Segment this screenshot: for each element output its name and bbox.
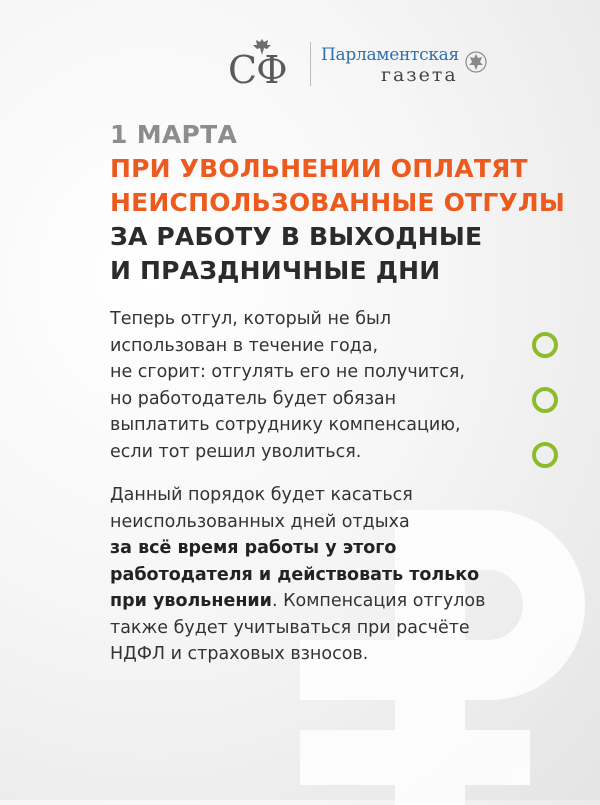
paragraph-2 [110,482,520,668]
paragraph-1-line: выплатить сотруднику компенсацию, [110,415,461,435]
pg-logo-line2: газета [381,64,458,86]
coat-of-arms-icon [464,50,488,74]
paragraph-2-line: неиспользованных дней отдыха [110,511,410,532]
paragraph-2-bold-line: работодателя и действовать только [110,564,480,585]
headline-block [110,118,580,288]
paragraph-2-bold-line: за всё время работы у этого [110,538,397,558]
green-circle-icon [532,332,558,358]
sf-logo [228,38,298,90]
paragraph-2-text: . Компенсация отгулов [271,591,486,611]
paragraph-2-line: Данный порядок будет касаться [110,485,413,505]
paragraph-1 [110,306,520,465]
headline-dark-line-1: ЗА РАБОТУ В ВЫХОДНЫЕ [110,222,483,251]
paragraph-2-bold-line: при увольнении [110,591,272,611]
paragraph-1-line: не сгорит: отгулять его не получится, [110,362,465,382]
paragraph-1-line: использован в течение года, [110,335,379,356]
date-label: 1 МАРТА [110,120,238,149]
headline-orange-line-2: НЕИСПОЛЬЗОВАННЫЕ ОТГУЛЫ [110,188,565,217]
green-circle-icon [532,442,558,468]
paragraph-2-line: НДФЛ и страховых взносов. [110,644,369,664]
green-circle-icon [532,387,558,413]
header-logos [228,38,501,90]
headline-orange-line-1: ПРИ УВОЛЬНЕНИИ ОПЛАТЯТ [110,154,528,183]
sf-logo-text: СФ [228,48,287,92]
paragraph-1-line: но работодатель будет обязан [110,388,397,409]
pg-logo-line1: Парламентская [321,45,459,65]
logo-divider [310,42,311,86]
headline-dark-line-2: И ПРАЗДНИЧНЫЕ ДНИ [110,256,441,285]
paragraph-1-line: Теперь отгул, который не был [110,309,392,329]
parlamentskaya-gazeta-logo [321,38,501,90]
paragraph-1-line: если тот решил уволиться. [110,441,362,462]
paragraph-2-line: также будет учитываться при расчёте [110,617,470,638]
